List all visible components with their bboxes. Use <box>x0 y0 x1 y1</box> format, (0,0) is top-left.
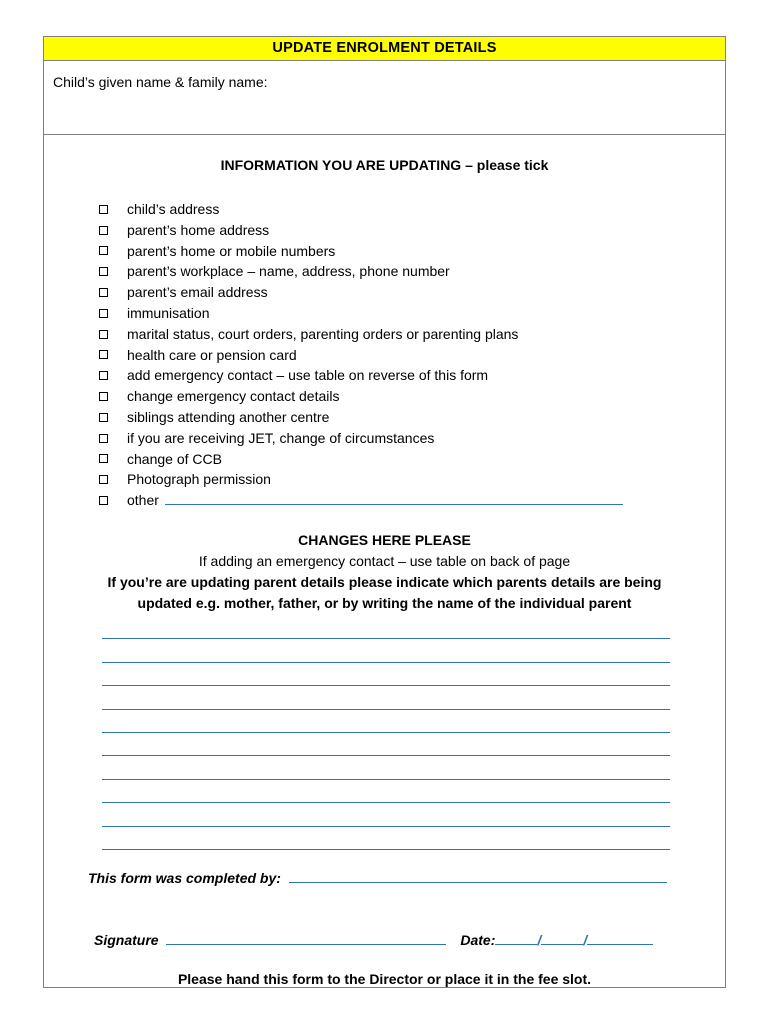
checklist-item-label: change of CCB <box>127 450 222 467</box>
parent-instruction-line-1: If you’re are updating parent details please indicate which parents details are being <box>107 574 662 590</box>
checklist-item <box>99 428 623 449</box>
checklist-item-label: Photograph permission <box>127 471 271 488</box>
checklist-item <box>99 199 623 220</box>
child-name-label: Child’s given name & family name: <box>53 74 268 90</box>
enrolment-form <box>43 36 726 988</box>
checklist-item <box>99 469 623 490</box>
changes-heading: CHANGES HERE PLEASE <box>298 532 471 548</box>
date-month-line[interactable] <box>541 930 583 945</box>
checklist-item-label: parent’s home address <box>127 221 270 238</box>
signature-line[interactable] <box>166 930 446 945</box>
checklist-item-label: parent’s workplace – name, address, phone number <box>127 263 450 280</box>
write-line[interactable] <box>102 780 670 803</box>
checkbox[interactable] <box>99 496 108 505</box>
checklist-item-label: siblings attending another centre <box>127 408 330 425</box>
checklist-item <box>99 407 623 428</box>
checklist-item <box>99 345 623 366</box>
checkbox[interactable] <box>99 330 108 339</box>
date-day-line[interactable] <box>495 930 537 945</box>
checklist-item-label: parent’s home or mobile numbers <box>127 242 336 259</box>
checkbox[interactable] <box>99 350 108 359</box>
parent-instruction-line-2: updated e.g. mother, father, or by writing the name of the individual parent <box>137 595 632 611</box>
changes-write-area[interactable] <box>102 616 670 850</box>
checklist-item <box>99 220 623 241</box>
checkbox[interactable] <box>99 371 108 380</box>
write-line[interactable] <box>102 616 670 639</box>
signature-row <box>94 930 653 948</box>
checklist-item-label: marital status, court orders, parenting orders or parenting plans <box>127 325 519 342</box>
date-year-line[interactable] <box>587 930 653 945</box>
checklist-item <box>99 365 623 386</box>
checklist-item-label: child’s address <box>127 201 220 217</box>
completed-by-row <box>88 868 667 886</box>
write-line[interactable] <box>102 733 670 756</box>
checklist-item <box>99 324 623 345</box>
checkbox[interactable] <box>99 475 108 484</box>
footer-instruction: Please hand this form to the Director or place it in the fee slot. <box>177 971 592 987</box>
write-line[interactable] <box>102 803 670 826</box>
completed-by-line[interactable] <box>289 868 667 883</box>
info-heading: INFORMATION YOU ARE UPDATING – please tick <box>220 157 549 173</box>
checklist-item-other <box>99 490 623 511</box>
checklist-item-label: immunisation <box>127 304 210 321</box>
update-checklist <box>99 199 623 511</box>
checkbox[interactable] <box>99 434 108 443</box>
changes-note: If adding an emergency contact – use table on back of page <box>198 553 571 569</box>
checklist-item <box>99 449 623 470</box>
checklist-item-label: add emergency contact – use table on reverse of this form <box>127 367 489 384</box>
checklist-item <box>99 282 623 303</box>
checkbox[interactable] <box>99 454 108 463</box>
form-title: UPDATE ENROLMENT DETAILS <box>44 37 725 61</box>
checklist-item-label: health care or pension card <box>127 346 297 363</box>
write-line[interactable] <box>102 756 670 779</box>
signature-label: Signature <box>94 932 159 948</box>
checkbox[interactable] <box>99 392 108 401</box>
checklist-item <box>99 241 623 262</box>
write-line[interactable] <box>102 710 670 733</box>
checkbox[interactable] <box>99 246 108 255</box>
checklist-item-label: parent’s email address <box>127 284 268 301</box>
other-input-line[interactable] <box>165 490 623 505</box>
checklist-item <box>99 303 623 324</box>
checklist-item <box>99 261 623 282</box>
checkbox[interactable] <box>99 267 108 276</box>
checkbox[interactable] <box>99 226 108 235</box>
write-line[interactable] <box>102 686 670 709</box>
checkbox[interactable] <box>99 413 108 422</box>
completed-by-label: This form was completed by: <box>88 870 281 886</box>
date-separator-2: / <box>583 932 588 948</box>
checklist-item <box>99 386 623 407</box>
write-line[interactable] <box>102 639 670 662</box>
write-line[interactable] <box>102 827 670 850</box>
checkbox[interactable] <box>99 309 108 318</box>
write-line[interactable] <box>102 663 670 686</box>
checklist-item-label: change emergency contact details <box>127 388 340 405</box>
checkbox[interactable] <box>99 205 108 214</box>
child-name-field[interactable] <box>44 61 725 135</box>
date-label: Date: <box>460 932 496 948</box>
other-label: other <box>127 492 159 509</box>
date-separator-1: / <box>537 932 542 948</box>
checkbox[interactable] <box>99 288 108 297</box>
checklist-item-label: if you are receiving JET, change of circumstances <box>127 429 435 446</box>
